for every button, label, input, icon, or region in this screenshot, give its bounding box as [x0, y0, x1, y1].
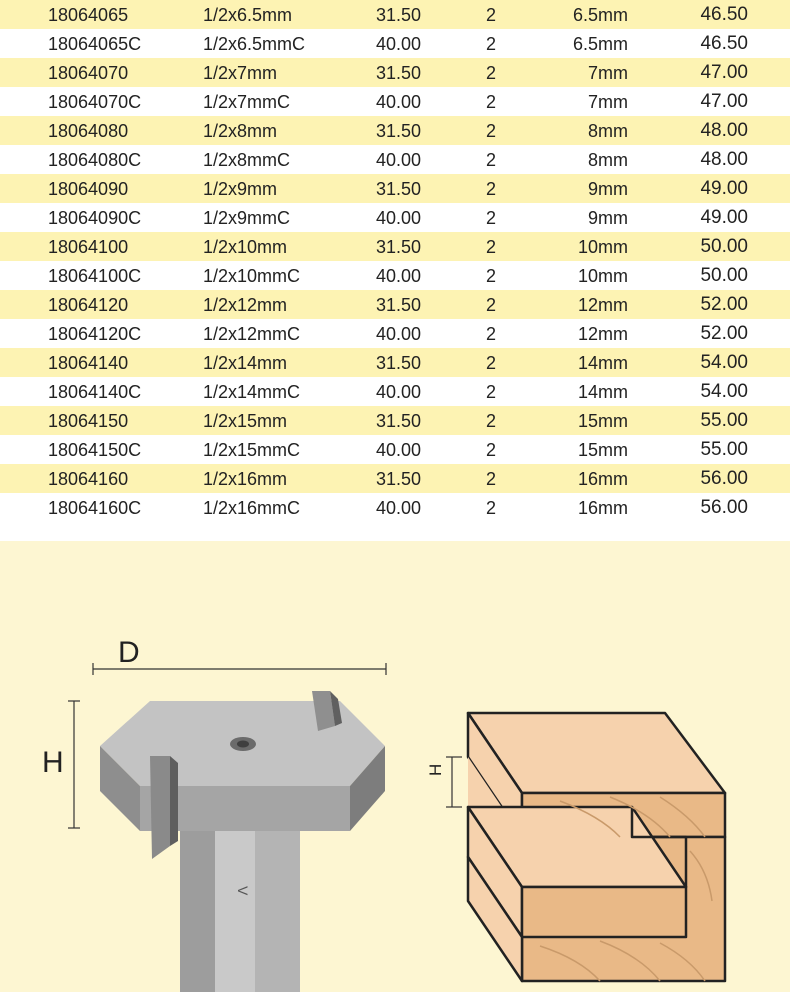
flute-count: 2 — [486, 121, 497, 141]
price-value: 49.00 — [700, 178, 748, 199]
table-row — [0, 348, 790, 377]
product-code: 18064090C — [48, 208, 142, 228]
flute-count: 2 — [486, 353, 497, 373]
table-row — [0, 145, 790, 174]
price-value: 46.50 — [700, 4, 748, 25]
product-code: 18064100 — [48, 237, 129, 257]
flute-count: 2 — [486, 469, 497, 489]
shank-value: 40.00 — [376, 324, 422, 344]
table-row — [0, 87, 790, 116]
price-value: 52.00 — [700, 294, 748, 315]
slot-height-dimension — [446, 757, 462, 807]
table-row — [0, 0, 790, 29]
product-code: 18064120 — [48, 295, 129, 315]
shank-value: 31.50 — [376, 179, 422, 199]
shank-value: 31.50 — [376, 353, 422, 373]
flute-count: 2 — [486, 295, 497, 315]
product-spec: 1/2x6.5mm — [203, 5, 293, 25]
product-code: 18064150 — [48, 411, 129, 431]
cutting-height: 7mm — [588, 92, 628, 112]
product-spec: 1/2x9mmC — [203, 208, 291, 228]
shank-value: 40.00 — [376, 382, 422, 402]
flute-count: 2 — [486, 266, 497, 286]
cutting-height: 10mm — [577, 237, 628, 257]
shank-value: 31.50 — [376, 5, 422, 25]
price-value: 50.00 — [700, 265, 748, 286]
table-row — [0, 435, 790, 464]
shank-value: 40.00 — [376, 498, 422, 518]
product-spec: 1/2x10mmC — [203, 266, 301, 286]
cutting-height: 15mm — [577, 411, 628, 431]
diagram-drawing — [0, 541, 790, 992]
cutting-height: 12mm — [577, 295, 628, 315]
table-row — [0, 174, 790, 203]
diameter-label: D — [118, 636, 140, 669]
product-code: 18064140C — [48, 382, 142, 402]
table-row — [0, 464, 790, 493]
cutting-height: 7mm — [588, 63, 628, 83]
price-value: 48.00 — [700, 149, 748, 170]
cutting-height: 6.5mm — [572, 34, 628, 54]
product-spec: 1/2x7mm — [203, 63, 278, 83]
shank-value: 31.50 — [376, 63, 422, 83]
product-spec: 1/2x8mmC — [203, 150, 291, 170]
table-row — [0, 261, 790, 290]
shank-value: 40.00 — [376, 440, 422, 460]
flute-count: 2 — [486, 150, 497, 170]
svg-text:V: V — [235, 886, 251, 896]
flute-count: 2 — [486, 179, 497, 199]
cutting-height: 14mm — [577, 353, 628, 373]
shank-value: 40.00 — [376, 266, 422, 286]
flute-count: 2 — [486, 208, 497, 228]
product-spec: 1/2x10mm — [203, 237, 288, 257]
product-code: 18064120C — [48, 324, 142, 344]
table-row — [0, 319, 790, 348]
product-code: 18064080C — [48, 150, 142, 170]
product-spec: 1/2x6.5mmC — [203, 34, 306, 54]
flute-count: 2 — [486, 92, 497, 112]
product-code: 18064070C — [48, 92, 142, 112]
flute-count: 2 — [486, 34, 497, 54]
flute-count: 2 — [486, 63, 497, 83]
flute-count: 2 — [486, 498, 497, 518]
cutting-height: 16mm — [577, 469, 628, 489]
product-spec: 1/2x9mm — [203, 179, 278, 199]
wood-slot-illustration — [468, 713, 725, 981]
cutting-height: 14mm — [577, 382, 628, 402]
product-spec: 1/2x15mm — [203, 411, 288, 431]
product-code: 18064140 — [48, 353, 129, 373]
product-spec: 1/2x14mmC — [203, 382, 301, 402]
product-spec: 1/2x16mm — [203, 469, 288, 489]
price-value: 52.00 — [700, 323, 748, 344]
product-code: 18064160 — [48, 469, 129, 489]
price-value: 56.00 — [700, 497, 748, 518]
table-row — [0, 29, 790, 58]
slot-cutter-bit — [100, 691, 385, 992]
price-value: 50.00 — [700, 236, 748, 257]
shank-value: 31.50 — [376, 237, 422, 257]
product-code: 18064070 — [48, 63, 129, 83]
shank-value: 31.50 — [376, 295, 422, 315]
price-value: 55.00 — [700, 439, 748, 460]
product-spec: 1/2x15mmC — [203, 440, 301, 460]
flute-count: 2 — [486, 324, 497, 344]
product-code: 18064150C — [48, 440, 142, 460]
product-spec: 1/2x12mmC — [203, 324, 301, 344]
cutting-height: 10mm — [577, 266, 628, 286]
product-spec: 1/2x16mmC — [203, 498, 301, 518]
product-code: 18064065 — [48, 5, 129, 25]
product-spec: 1/2x12mm — [203, 295, 288, 315]
price-value: 55.00 — [700, 410, 748, 431]
shank-value: 31.50 — [376, 469, 422, 489]
price-value: 48.00 — [700, 120, 748, 141]
cutting-height: 16mm — [577, 498, 628, 518]
table-row — [0, 232, 790, 261]
table-row — [0, 406, 790, 435]
product-code: 18064080 — [48, 121, 129, 141]
cutting-height: 8mm — [588, 121, 628, 141]
table-row — [0, 290, 790, 319]
table-row — [0, 377, 790, 406]
h-dimension-line — [68, 701, 80, 828]
shank-value: 40.00 — [376, 208, 422, 228]
price-value: 46.50 — [700, 33, 748, 54]
cutting-height: 9mm — [588, 208, 628, 228]
slot-height-label: H — [426, 763, 445, 776]
cutting-height: 8mm — [588, 150, 628, 170]
cutting-height: 15mm — [577, 440, 628, 460]
flute-count: 2 — [486, 237, 497, 257]
product-spec: 1/2x8mm — [203, 121, 278, 141]
table-row — [0, 493, 790, 522]
table-row — [0, 203, 790, 232]
product-spec: 1/2x14mm — [203, 353, 288, 373]
price-value: 54.00 — [700, 381, 748, 402]
shank-value: 40.00 — [376, 150, 422, 170]
cutting-height: 6.5mm — [572, 5, 628, 25]
flute-count: 2 — [486, 5, 497, 25]
shank-value: 40.00 — [376, 92, 422, 112]
price-value: 54.00 — [700, 352, 748, 373]
table-row — [0, 58, 790, 87]
price-value: 49.00 — [700, 207, 748, 228]
flute-count: 2 — [486, 411, 497, 431]
product-code: 18064090 — [48, 179, 129, 199]
product-code: 18064065C — [48, 34, 142, 54]
cutting-height: 12mm — [577, 324, 628, 344]
price-value: 47.00 — [700, 62, 748, 83]
dimension-diagram — [0, 541, 790, 992]
flute-count: 2 — [486, 440, 497, 460]
shank-value: 40.00 — [376, 34, 422, 54]
flute-count: 2 — [486, 382, 497, 402]
product-code: 18064160C — [48, 498, 142, 518]
price-value: 56.00 — [700, 468, 748, 489]
table-row — [0, 116, 790, 145]
shank-value: 31.50 — [376, 411, 422, 431]
price-value: 47.00 — [700, 91, 748, 112]
shank-value: 31.50 — [376, 121, 422, 141]
height-label: H — [42, 746, 64, 779]
product-spec: 1/2x7mmC — [203, 92, 291, 112]
product-code: 18064100C — [48, 266, 142, 286]
cutting-height: 9mm — [588, 179, 628, 199]
